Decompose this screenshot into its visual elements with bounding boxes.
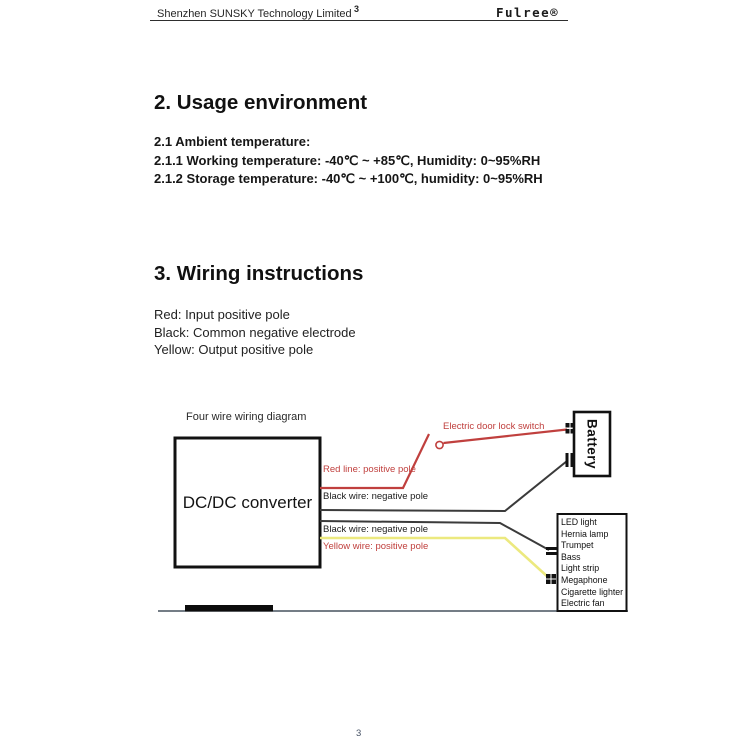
red-wire-label: Red line: positive pole	[323, 464, 416, 475]
bottom-thick-wire-segment	[185, 605, 273, 612]
load-item: Light strip	[561, 563, 600, 574]
yellow-wire-label: Yellow wire: positive pole	[323, 541, 429, 552]
working-temperature-line: 2.1.1 Working temperature: -40℃ ~ +85℃, Humidity: 0~95%RH	[154, 152, 541, 168]
switch-label: Electric door lock switch	[443, 421, 545, 432]
header-company: Shenzhen SUNSKY Technology Limited	[157, 8, 352, 20]
storage-temperature-line: 2.1.2 Storage temperature: -40℃ ~ +100℃, humidity: 0~95%RH	[154, 171, 543, 186]
load-item: Electric fan	[561, 598, 605, 609]
black-wire-legend: Black: Common negative electrode	[154, 324, 356, 340]
load-item: Megaphone	[561, 574, 608, 585]
header-brand: Fulree®	[496, 5, 560, 20]
page-number: 3	[356, 728, 362, 739]
load-item: Bass	[561, 551, 581, 562]
black-wire-2-label: Black wire: negative pole	[323, 524, 429, 535]
header-superscript: 3	[354, 4, 360, 14]
converter-label: DC/DC converter	[182, 492, 313, 512]
red-wire	[320, 434, 429, 488]
loads-list	[561, 517, 623, 610]
load-item: Hernia lamp	[561, 528, 609, 539]
ambient-temperature-line: 2.1 Ambient temperature:	[154, 134, 311, 149]
load-item: Trumpet	[561, 540, 594, 551]
section3-title: 3. Wiring instructions	[154, 262, 364, 285]
load-item: Cigarette lighter	[561, 586, 624, 597]
loads-terminal-yellow	[546, 574, 556, 584]
black-wire-1-label: Black wire: negative pole	[323, 491, 429, 502]
battery-label: Battery	[584, 418, 600, 470]
section2-title: 2. Usage environment	[154, 91, 368, 114]
load-item: LED light	[561, 517, 597, 527]
yellow-wire-legend: Yellow: Output positive pole	[154, 342, 314, 357]
battery-negative-terminal	[566, 453, 574, 467]
red-wire-legend: Red: Input positive pole	[154, 307, 290, 322]
diagram-title: Four wire wiring diagram	[186, 411, 307, 423]
switch-contact-circle	[436, 441, 443, 448]
loads-terminal-black	[546, 547, 557, 555]
